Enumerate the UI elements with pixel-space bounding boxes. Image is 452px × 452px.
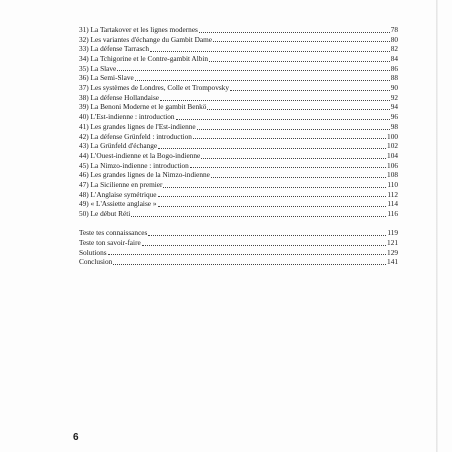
chapter-list <box>79 25 398 219</box>
toc-entry-page: 82 <box>390 44 398 54</box>
toc-entry-page: 92 <box>390 92 398 102</box>
toc-entry-title: Teste ton savoir-faire <box>79 237 141 247</box>
dot-leader <box>158 206 387 207</box>
toc-appendix-row <box>79 228 398 238</box>
dot-leader <box>163 187 386 188</box>
toc-entry-page: 78 <box>390 24 398 34</box>
toc-chapter-row <box>79 83 398 93</box>
dot-leader <box>113 264 386 265</box>
table-of-contents <box>79 25 398 267</box>
dot-leader <box>150 51 390 52</box>
dot-leader <box>230 90 390 91</box>
toc-entry-page: 121 <box>387 237 398 247</box>
toc-entry-page: 94 <box>390 102 398 112</box>
toc-entry-page: 102 <box>387 141 398 151</box>
toc-chapter-row <box>79 35 398 45</box>
toc-chapter-row <box>79 112 398 122</box>
toc-entry-page: 106 <box>387 160 398 170</box>
page-edge-shadow <box>436 0 438 452</box>
toc-entry-page: 116 <box>387 209 398 219</box>
toc-entry-title: 44) L'Ouest-indienne et la Bogo-indienne <box>79 150 201 160</box>
dot-leader <box>209 61 390 62</box>
section-gap <box>79 219 398 229</box>
toc-entry-page: 112 <box>387 189 398 199</box>
toc-entry-title: Solutions <box>79 247 107 257</box>
toc-entry-title: 39) La Benoni Moderne et le gambit Benkö <box>79 102 207 112</box>
page-number: 6 <box>73 432 79 443</box>
toc-entry-title: 38) La défense Hollandaise <box>79 92 160 102</box>
toc-entry-page: 98 <box>390 121 398 131</box>
dot-leader <box>158 196 387 197</box>
toc-chapter-row <box>79 73 398 83</box>
toc-entry-title: 48) L'Anglaise symétrique <box>79 189 157 199</box>
toc-entry-title: 45) La Nimzo-indienne : introduction <box>79 160 189 170</box>
dot-leader <box>207 109 389 110</box>
toc-entry-page: 96 <box>390 112 398 122</box>
toc-entry-title: 35) La Slave <box>79 63 117 73</box>
toc-chapter-row <box>79 199 398 209</box>
toc-chapter-row <box>79 44 398 54</box>
dot-leader <box>190 167 386 168</box>
toc-chapter-row <box>79 141 398 151</box>
toc-entry-title: 34) La Tchigorine et le Contre-gambit Albin <box>79 54 209 64</box>
toc-entry-page: 104 <box>387 150 398 160</box>
toc-entry-title: 41) Les grandes lignes de l'Est-indienne <box>79 121 196 131</box>
toc-chapter-row <box>79 161 398 171</box>
toc-chapter-row <box>79 190 398 200</box>
dot-leader <box>142 245 386 246</box>
toc-entry-title: 42) La défense Grünfeld : introduction <box>79 131 192 141</box>
appendix-list <box>79 228 398 267</box>
toc-entry-title: 49) « L'Assiette anglaise » <box>79 199 157 209</box>
toc-entry-title: 33) La défense Tarrasch <box>79 44 150 54</box>
toc-appendix-row <box>79 238 398 248</box>
dot-leader <box>176 119 390 120</box>
dot-leader <box>160 100 390 101</box>
toc-entry-page: 84 <box>390 54 398 64</box>
dot-leader <box>199 32 390 33</box>
dot-leader <box>193 138 386 139</box>
toc-chapter-row <box>79 25 398 35</box>
toc-chapter-row <box>79 170 398 180</box>
dot-leader <box>131 216 386 217</box>
dot-leader <box>148 235 386 236</box>
toc-entry-title: 47) La Sicilienne en premier <box>79 179 163 189</box>
toc-entry-title: Conclusion <box>79 257 113 267</box>
toc-entry-title: Teste tes connaissances <box>79 228 148 238</box>
toc-entry-title: 36) La Semi-Slave <box>79 73 134 83</box>
toc-chapter-row <box>79 180 398 190</box>
dot-leader <box>158 148 386 149</box>
toc-appendix-row <box>79 257 398 267</box>
toc-entry-title: 46) Les grandes lignes de la Nimzo-indienne <box>79 170 210 180</box>
dot-leader <box>108 254 386 255</box>
toc-entry-title: 32) Les variantes d'échange du Gambit Dame <box>79 34 213 44</box>
toc-entry-title: 31) La Tartakover et les lignes modernes <box>79 24 198 34</box>
toc-chapter-row <box>79 54 398 64</box>
toc-entry-page: 141 <box>387 257 398 267</box>
toc-chapter-row <box>79 122 398 132</box>
toc-entry-title: 40) L'Est-indienne : introduction <box>79 112 175 122</box>
toc-entry-title: 50) Le début Réti <box>79 209 131 219</box>
toc-chapter-row <box>79 209 398 219</box>
toc-entry-page: 100 <box>387 131 398 141</box>
toc-chapter-row <box>79 64 398 74</box>
toc-entry-page: 80 <box>390 34 398 44</box>
dot-leader <box>201 158 386 159</box>
toc-chapter-row <box>79 93 398 103</box>
dot-leader <box>213 41 390 42</box>
dot-leader <box>211 177 386 178</box>
toc-entry-page: 114 <box>387 199 398 209</box>
dot-leader <box>135 80 390 81</box>
toc-chapter-row <box>79 103 398 113</box>
toc-entry-page: 119 <box>387 228 398 238</box>
toc-entry-title: 43) La Grünfeld d'échange <box>79 141 158 151</box>
toc-appendix-row <box>79 248 398 258</box>
toc-chapter-row <box>79 151 398 161</box>
toc-entry-page: 88 <box>390 73 398 83</box>
toc-entry-page: 90 <box>390 83 398 93</box>
toc-entry-page: 110 <box>387 179 398 189</box>
dot-leader <box>197 129 390 130</box>
toc-entry-page: 108 <box>387 170 398 180</box>
toc-entry-page: 86 <box>390 63 398 73</box>
toc-entry-title: 37) Les systèmes de Londres, Colle et Trompovsky <box>79 83 229 93</box>
dot-leader <box>117 70 389 71</box>
toc-entry-page: 129 <box>387 247 398 257</box>
toc-chapter-row <box>79 132 398 142</box>
